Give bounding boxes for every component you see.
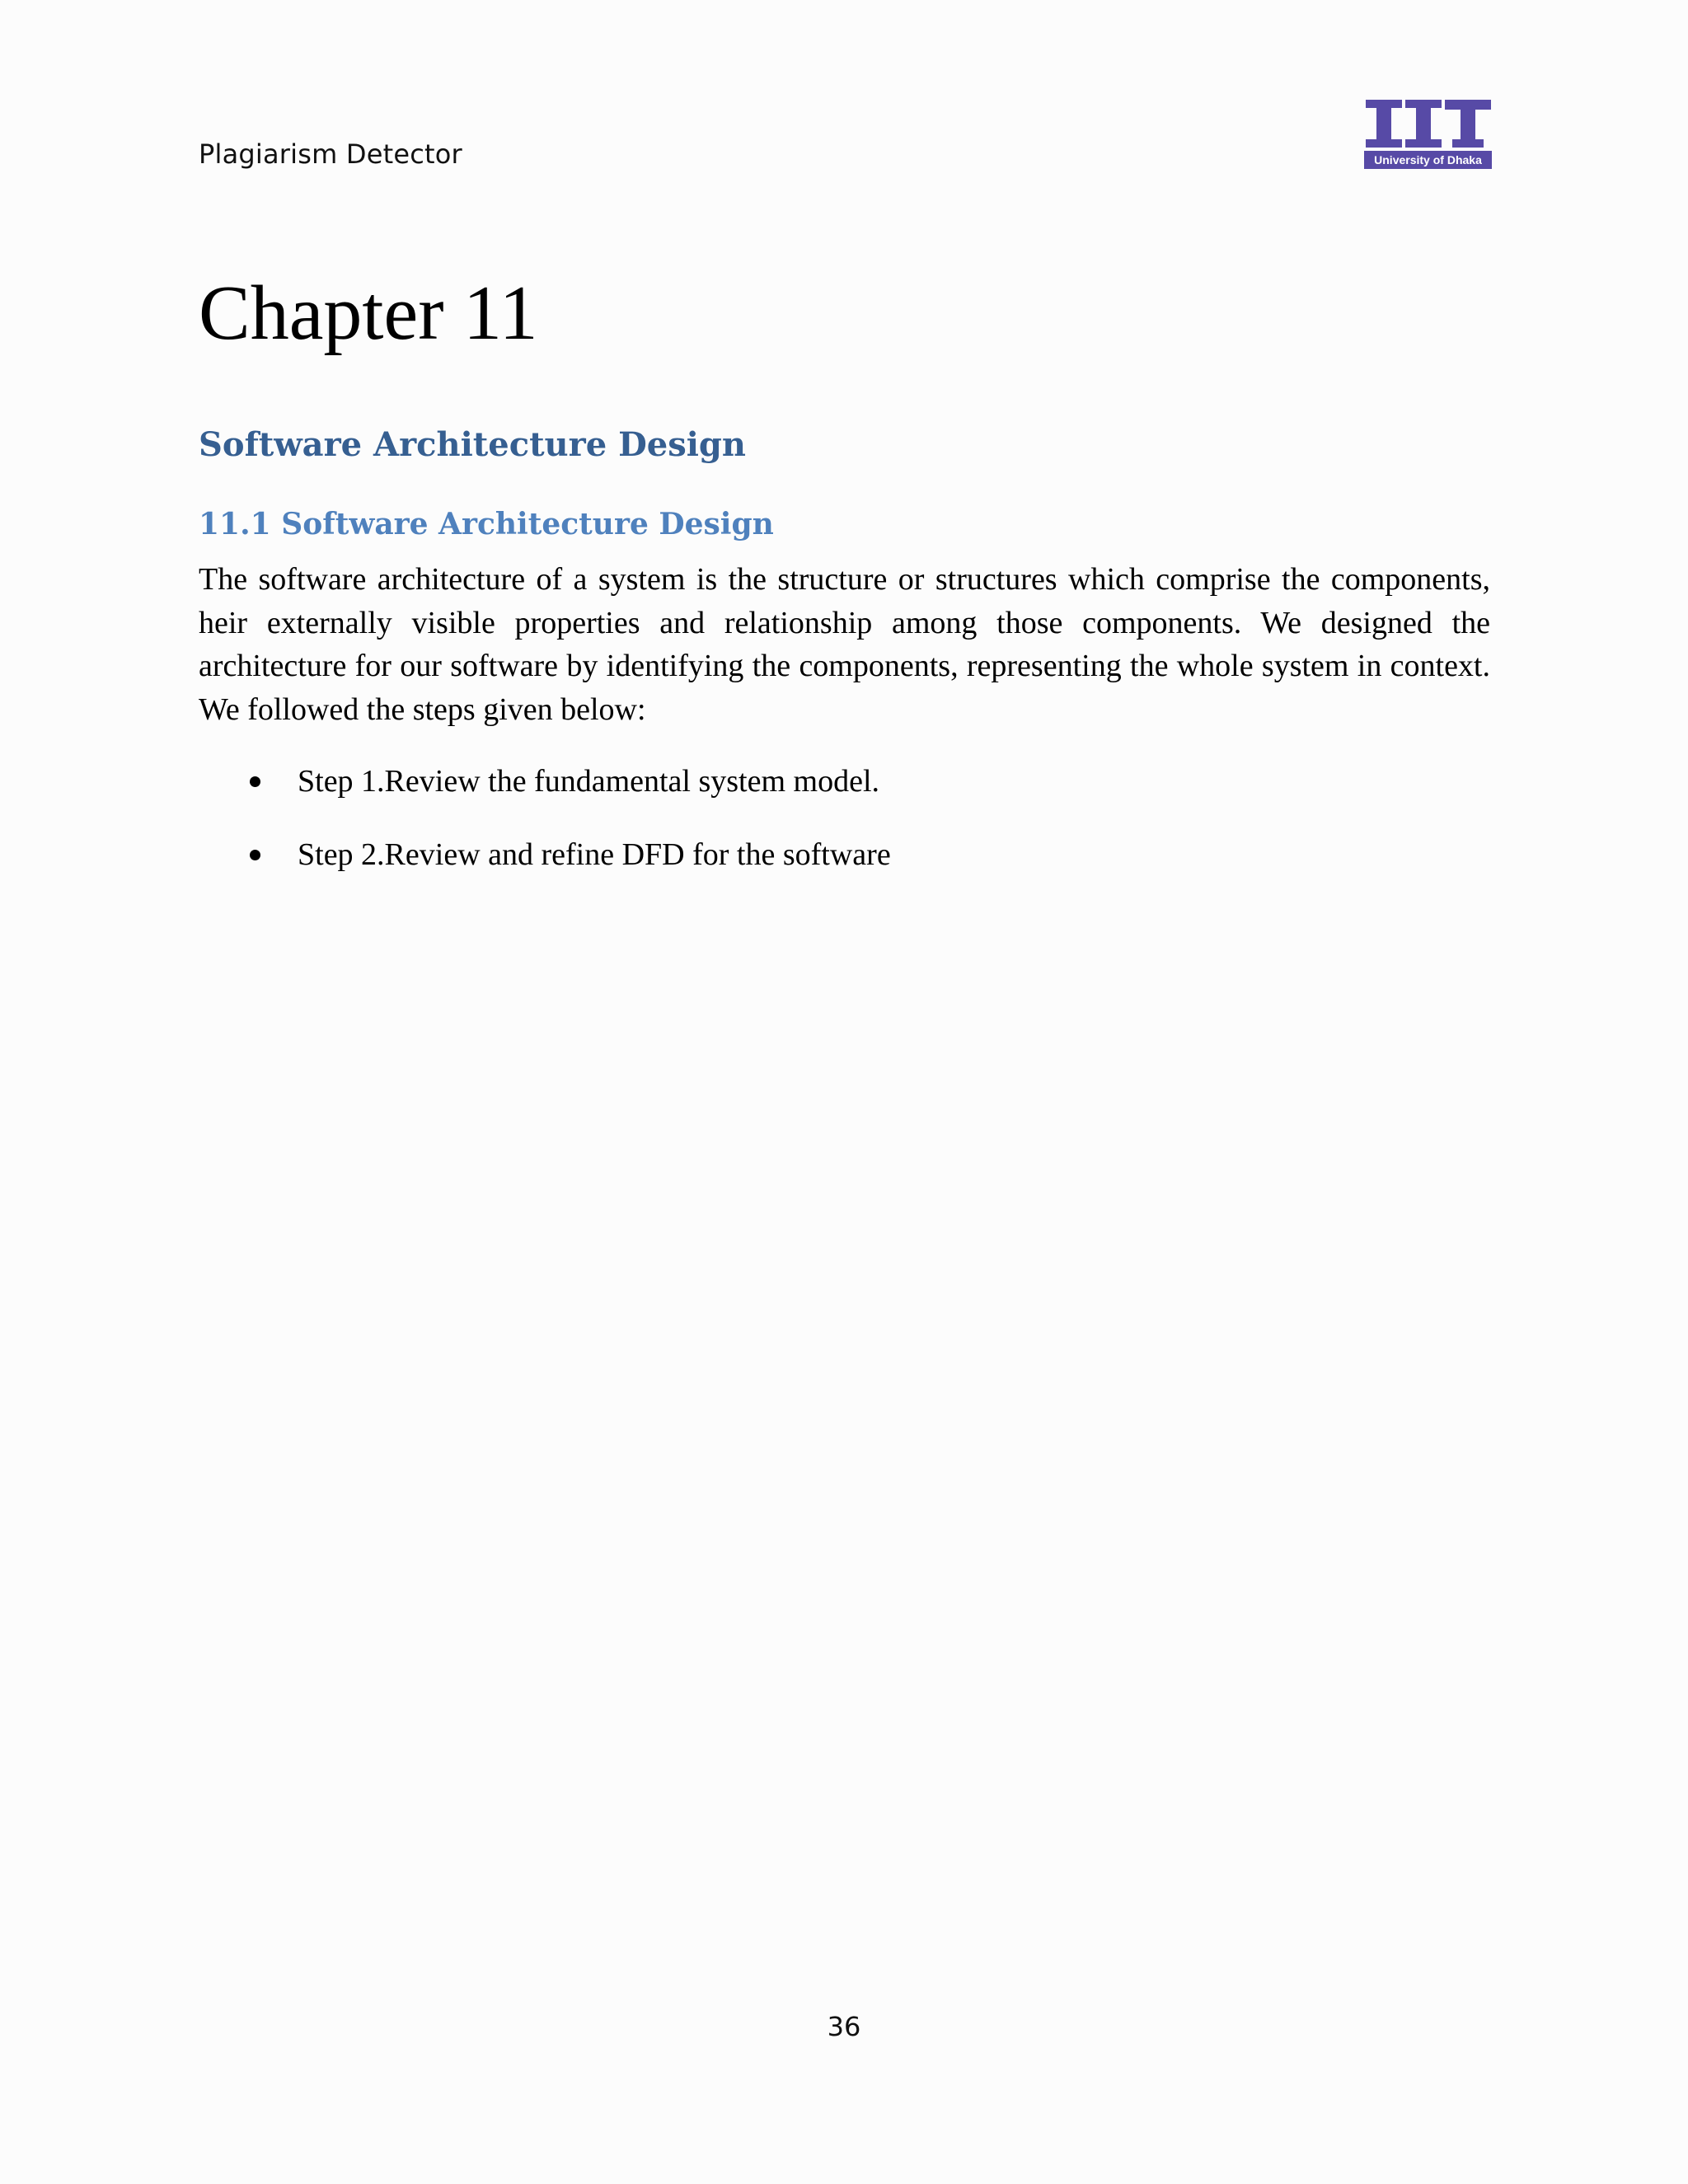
iit-logo-subtext: University of Dhaka <box>1364 151 1492 169</box>
steps-list <box>199 760 1490 907</box>
body-paragraph: The software architecture of a system is the structure or structures which comprise the components, heir externally visible properties and relationship among those components. We designed the architecture for our software by identifying the components, representing the whole system in context. We followed the steps given below: <box>199 562 1490 727</box>
chapter-title: Chapter 11 <box>199 270 538 356</box>
iit-logo-mark <box>1364 98 1492 149</box>
bullet-icon <box>250 776 260 787</box>
subsection-title: 11.1 Software Architecture Design <box>199 507 774 541</box>
list-item-text: Step 1.Review the fundamental system model. <box>298 764 880 799</box>
list-item <box>199 760 1490 803</box>
page-number: 36 <box>827 2011 861 2042</box>
section-title: Software Architecture Design <box>199 425 746 464</box>
list-item-text: Step 2.Review and refine DFD for the software <box>298 837 891 872</box>
iit-logo <box>1364 98 1492 169</box>
running-header-title: Plagiarism Detector <box>199 138 462 170</box>
bullet-icon <box>250 850 260 860</box>
list-item <box>199 833 1490 876</box>
